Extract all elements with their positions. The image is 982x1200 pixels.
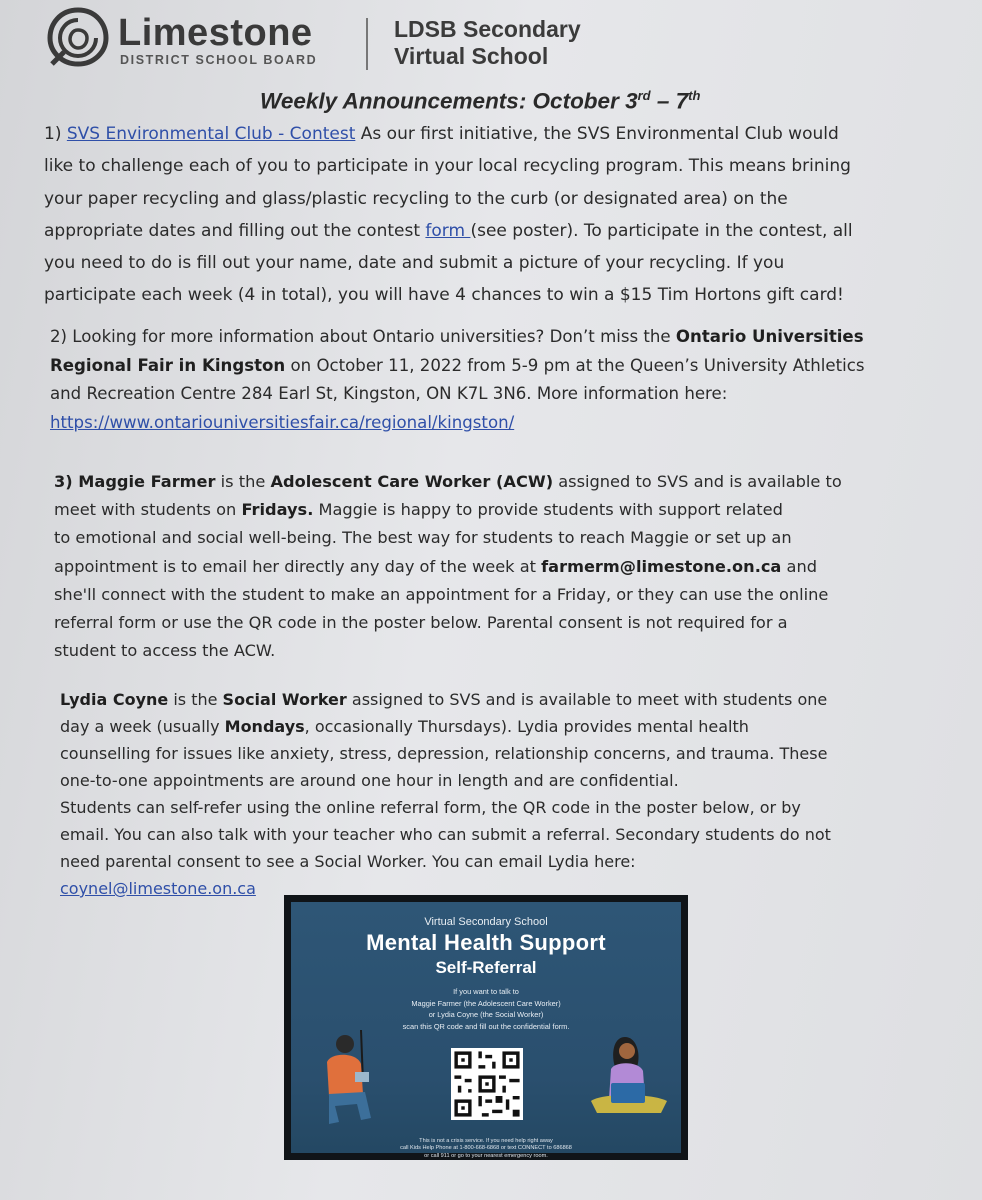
contest-form-link[interactable]: form [425,220,471,241]
brand-subtitle: DISTRICT SCHOOL BOARD [120,53,318,67]
header-divider [366,18,368,70]
maggie-email[interactable]: farmerm@limestone.on.ca [541,556,782,576]
student-with-laptop-illustration-icon [305,1022,385,1132]
environmental-club-contest-link[interactable]: SVS Environmental Club - Contest [66,124,356,144]
qr-code-icon[interactable] [451,1048,523,1120]
lydia-email-link[interactable]: coynel@limestone.on.ca [60,879,256,898]
announcement-2: 2) Looking for more information about Ontario universities? Don’t miss the Ontario Universities Regional Fair in Kingston on October 11, 2022 from 5-9 pm at the Queen’s University Athletics and Recreation Centre 284 Earl St, Kingston, ON K7L 3N6. More information here: https://www.ontariouniversitiesfair.ca/regional/kingston/ [50,327,865,432]
poster-footer: This is not a crisis service. If you need help right away call Kids Help Phone at 1-800-668-6868 or text CONNECT to 686868 or call 911 or go to your nearest emergency room. [400,1138,572,1159]
announcement-4: Lydia Coyne is the Social Worker assigned to SVS and is available to meet with students one day a week (usually Mondays, occasionally Thursdays). Lydia provides mental health counselling for issues like anxiety, stress, depression, relationship concerns, and trauma. These one-to-one appointments are around one hour in length and are confidential. Students can self-refer using the online referral form, the QR code in the poster below, or by email. You can also talk with your teacher who can submit a referral. Secondary students do not need parental consent to see a Social Worker. You can email Lydia here: coynel@limestone.on.ca [60,690,831,898]
announcement-1: 1) SVS Environmental Club - Contest As our first initiative, the SVS Environmental Club would like to challenge each of you to participate in your local recycling program. This means brining your paper recycling and glass/plastic recycling to the curb (or designated area) on the appropriate dates and filling out the contest form (see poster). To participate in the contest, all you need to do is fill out your name, date and submit a picture of your recycling. If you participate each week (4 in total), you will have 4 chances to win a $15 Tim Hortons gift card! [44,124,853,306]
poster-body: If you want to talk to Maggie Farmer (the Adolescent Care Worker) or Lydia Coyne (the Social Worker) scan this QR code and fill out the confidential form. [402,987,570,1031]
mental-health-poster [284,895,688,1160]
brand-name: Limestone [118,12,313,54]
school-name-line-1: LDSB Secondary [394,16,581,42]
school-name-line-2: Virtual School [394,43,549,69]
announcement-3: 3) Maggie Farmer is the Adolescent Care Worker (ACW) assigned to SVS and is available to meet with students on Fridays. Maggie is happy to provide students with support related to emotional and social well-being. The best way for students to reach Maggie or set up an appointment is to email her directly any day of the week at farmerm@limestone.on.ca and she'll connect with the student to make an appointment for a Friday, or they can use the online referral form or use the QR code in the poster below. Parental consent is not required for a student to access the ACW. [54,472,842,661]
student-on-laptop-illustration-icon [581,1027,676,1132]
poster-subtitle: Self-Referral [435,958,537,977]
university-fair-url-link[interactable]: https://www.ontariouniversitiesfair.ca/regional/kingston/ [50,412,515,432]
page-title: Weekly Announcements: October 3rd – 7th [260,88,701,114]
limestone-leaf-logo-icon [44,6,112,68]
poster-kicker: Virtual Secondary School [424,916,548,928]
poster-title: Mental Health Support [366,930,606,955]
